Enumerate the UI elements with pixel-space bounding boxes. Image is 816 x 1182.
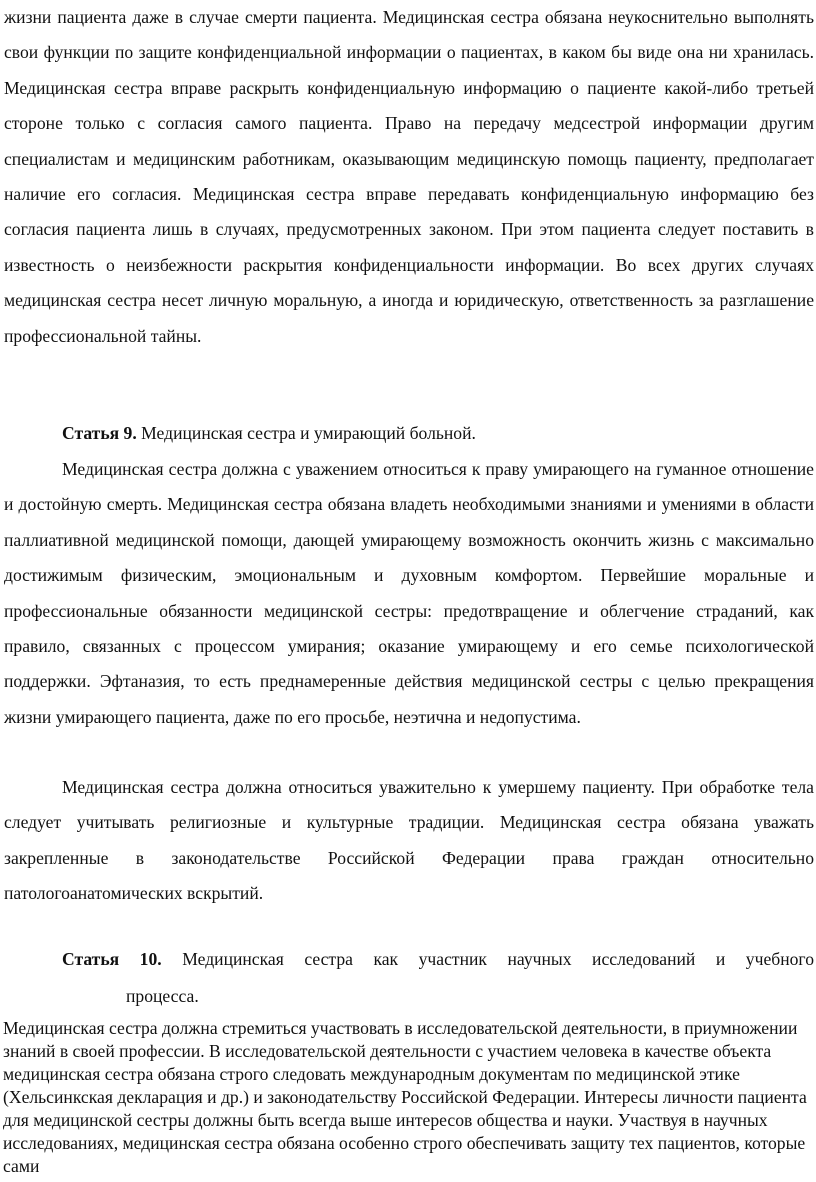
article-10-title-line1: Медицинская сестра как участник научных исследований и учебного <box>161 949 814 969</box>
article-10-heading <box>62 941 814 978</box>
article-10-title-line2: процесса. <box>126 986 199 1006</box>
article-9-label: Статья 9. <box>62 423 137 443</box>
article-9-heading <box>62 416 476 451</box>
paragraph-confidentiality: жизни пациента даже в случае смерти пациента. Медицинская сестра обязана неукоснительно выполнять свои функции по защите конфиденциальной информации о пациентах, в каком бы виде она ни хранилась. Медицинская сестра вправе раскрыть конфиденциальную информацию о пациенте какой-либо третьей стороне только с согласия самого пациента. Право на передачу медсестрой информации другим специалистам и медицинским работникам, оказывающим медицинскую помощь пациенту, предполагает наличие его согласия. Медицинская сестра вправе передавать конфиденциальную информацию без согласия пациента лишь в случаях, предусмотренных законом. При этом пациента следует поставить в известность о неизбежности раскрытия конфиденциальности информации. Во всех других случаях медицинская сестра несет личную моральную, а иногда и юридическую, ответственность за разглашение профессиональной тайны. <box>4 7 814 346</box>
article-10-label: Статья 10. <box>62 949 162 969</box>
paragraph-dying-patient: Медицинская сестра должна с уважением относиться к праву умирающего на гуманное отношение и достойную смерть. Медицинская сестра обязана владеть необходимыми знаниями и умениями в области паллиативной медицинской помощи, дающей умирающему возможность окончить жизнь с максимально достижимым физическим, эмоциональным и духовным комфортом. Первейшие моральные и профессиональные обязанности медицинской сестры: предотвращение и облегчение страданий, как правило, связанных с процессом умирания; оказание умирающему и его семье психологической поддержки. Эфтаназия, то есть преднамеренные действия медицинской сестры с целью прекращения жизни умирающего пациента, даже по его просьбе, неэтична и недопустима. <box>4 459 814 727</box>
article-9-title: Медицинская сестра и умирающий больной. <box>136 423 476 443</box>
paragraph-deceased-patient: Медицинская сестра должна относиться уважительно к умершему пациенту. При обработке тела следует учитывать религиозные и культурные традиции. Медицинская сестра обязана уважать закрепленные в законодательстве Российской Федерации права граждан относительно патологоанатомических вскрытий. <box>4 777 814 904</box>
paragraph-research: Медицинская сестра должна стремиться участвовать в исследовательской деятельности, в приумножении знаний в своей профессии. В исследовательской деятельности с участием человека в качестве объекта медицинская сестра обязана строго следовать международным документам по медицинской этике (Хельсинкская декларация и др.) и законодательству Российской Федерации. Интересы личности пациента для медицинской сестры должны быть всегда выше интересов общества и науки. Участвуя в научных исследованиях, медицинская сестра обязана особенно строго обеспечивать защиту тех пациентов, которые сами <box>3 1018 807 1176</box>
